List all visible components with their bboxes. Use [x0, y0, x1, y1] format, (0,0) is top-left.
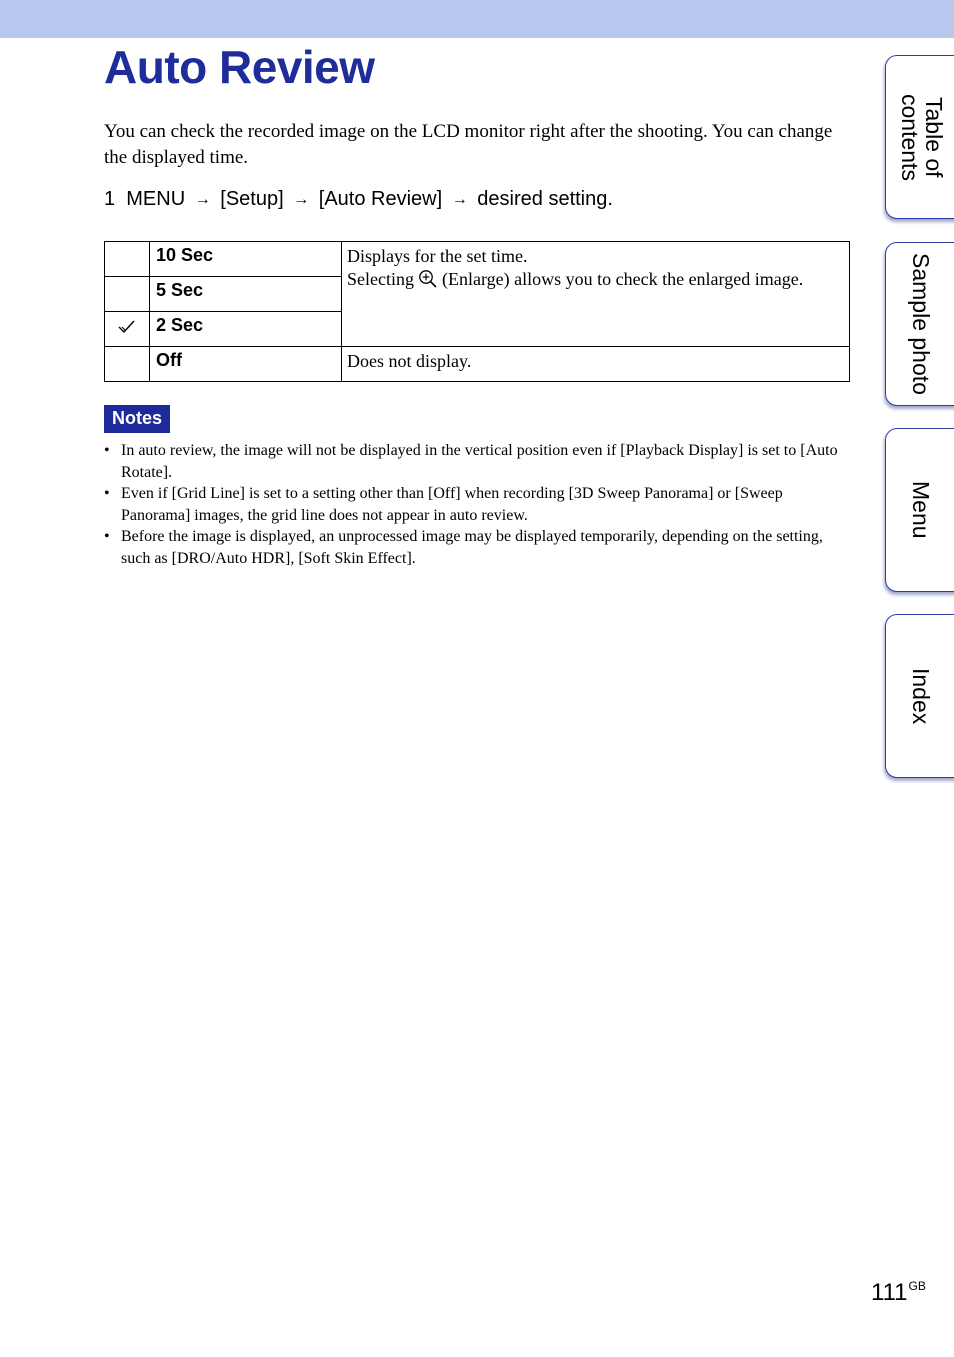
intro-paragraph: You can check the recorded image on the LCD monitor right after the shooting. You can change the displayed time.: [104, 121, 833, 168]
timed-description: [342, 242, 850, 347]
zoom-in-icon: [418, 269, 437, 294]
settings-table: [104, 241, 850, 382]
menu-path-step: [104, 188, 613, 211]
tab-label: Table of contents: [897, 93, 947, 181]
desc-text-a: Selecting: [347, 269, 414, 289]
page-title: Auto Review: [104, 41, 375, 93]
tab-label: Sample photo: [908, 253, 934, 395]
desc-line-1: Displays for the set time.: [347, 246, 528, 266]
tab-label: Index: [908, 667, 934, 725]
tab-label: Menu: [908, 481, 934, 539]
tab-menu[interactable]: [885, 428, 954, 592]
tab-index[interactable]: [885, 614, 954, 778]
option-off: Off: [150, 347, 342, 382]
arrow-right-icon: →: [293, 191, 310, 208]
option-2-sec: 2 Sec: [150, 312, 342, 347]
list-item: • Even if [Grid Line] is set to a setting other than [Off] when recording [3D Sweep Panorama] or [Sweep Panorama] images, the grid line does not appear in auto review.: [104, 483, 849, 526]
desc-line-2: [347, 268, 843, 294]
arrow-right-icon: →: [451, 191, 468, 208]
option-10-sec: 10 Sec: [150, 242, 342, 277]
step-menu: MENU: [126, 188, 186, 210]
notes-badge: Notes: [104, 405, 170, 433]
page-number-suffix: GB: [908, 1279, 926, 1293]
page-number: [871, 1279, 926, 1307]
step-desired-setting: desired setting.: [477, 188, 613, 210]
default-mark-cell: [105, 347, 150, 382]
header-band: [0, 0, 954, 38]
option-5-sec: 5 Sec: [150, 277, 342, 312]
tab-table-of-contents[interactable]: [885, 55, 954, 219]
table-row: [105, 242, 850, 277]
step-number: 1: [104, 188, 116, 210]
default-mark-cell: [105, 277, 150, 312]
notes-list: [104, 440, 849, 569]
checkmark-icon: [118, 321, 136, 338]
default-mark-cell: [105, 312, 150, 347]
arrow-right-icon: →: [194, 191, 211, 208]
step-setup: [Setup]: [220, 188, 284, 210]
tab-sample-photo[interactable]: [885, 242, 954, 406]
desc-text-b: (Enlarge) allows you to check the enlarged image.: [441, 269, 804, 289]
default-mark-cell: [105, 242, 150, 277]
off-description: Does not display.: [342, 347, 850, 382]
table-row: [105, 347, 850, 382]
list-item: • Before the image is displayed, an unprocessed image may be displayed temporarily, depending on the setting, such as [DRO/Auto HDR], [Soft Skin Effect].: [104, 526, 849, 569]
list-item: • In auto review, the image will not be displayed in the vertical position even if [Playback Display] is set to [Auto Rotate].: [104, 440, 849, 483]
page-number-value: 111: [871, 1279, 908, 1306]
step-auto-review: [Auto Review]: [318, 188, 443, 210]
